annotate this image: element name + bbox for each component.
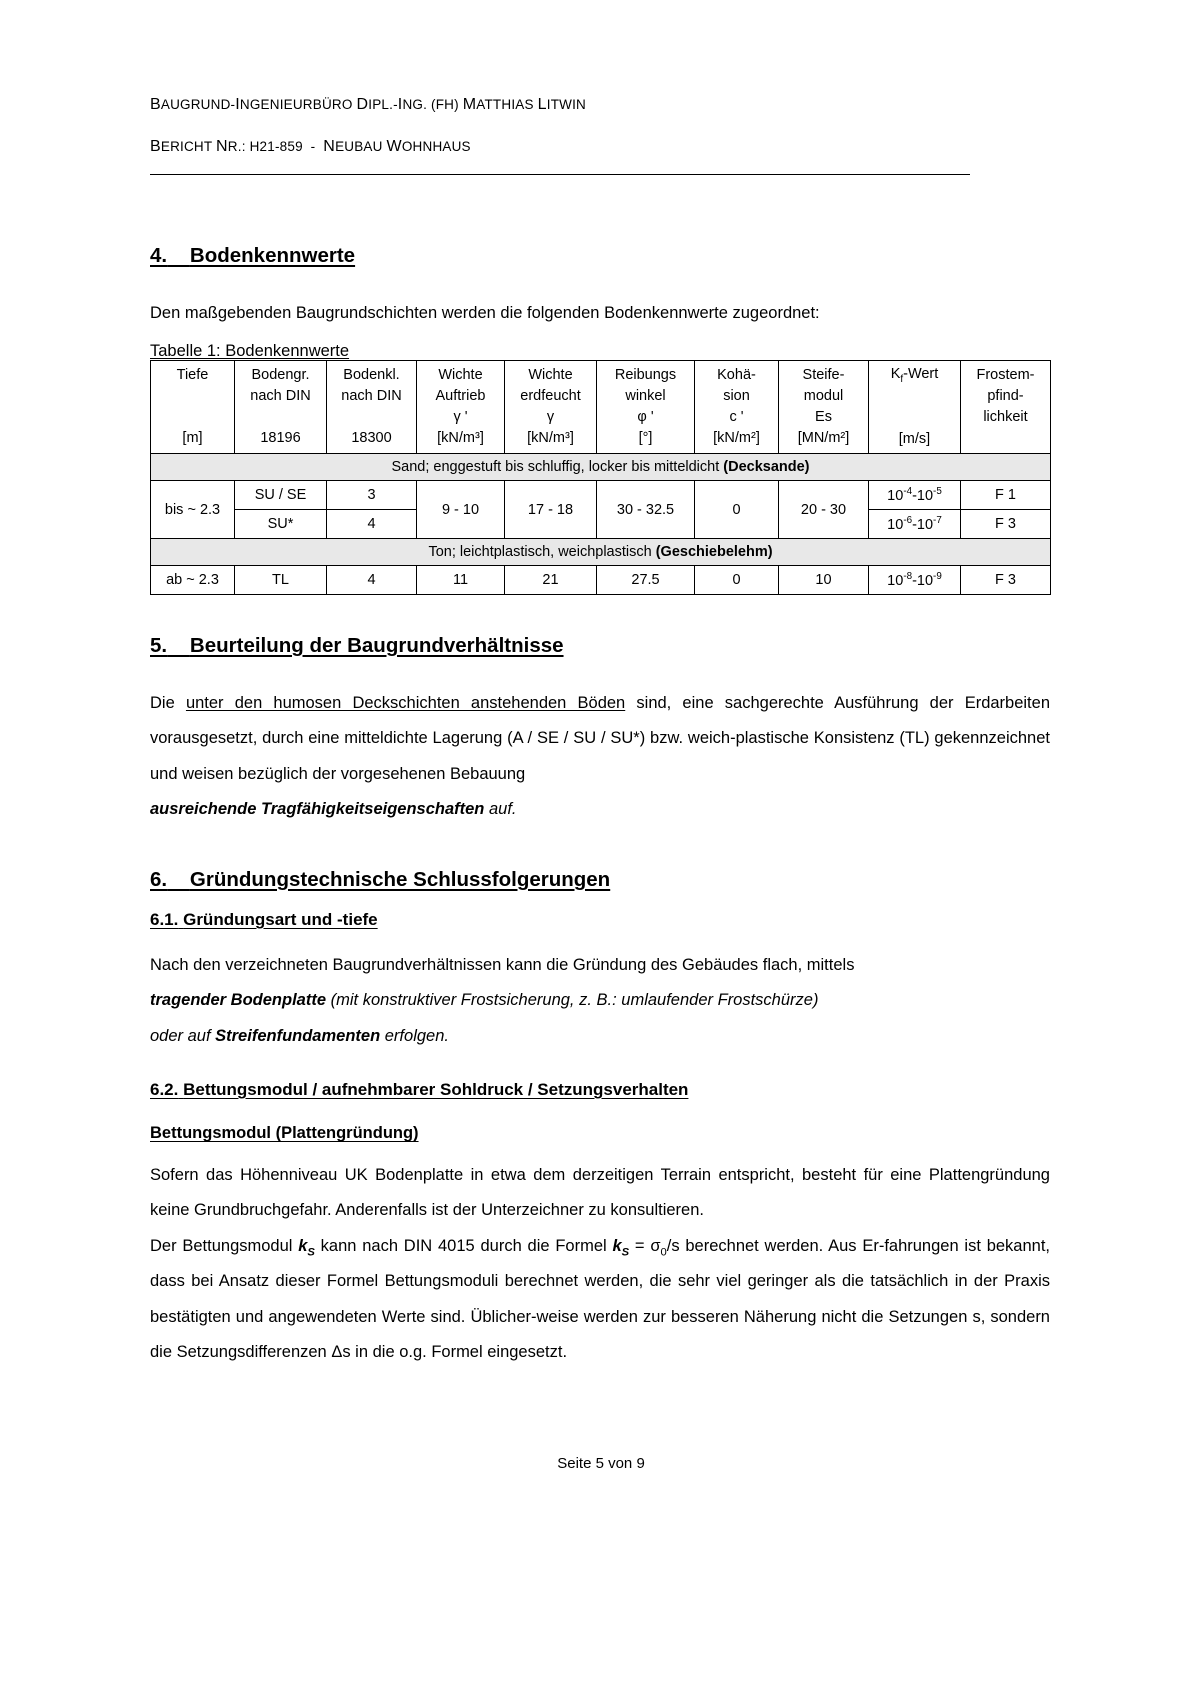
header-report-line: BERICHT NR.: H21-859 - NEUBAU WOHNHAUS: [150, 138, 471, 155]
section-4-intro-text: Den maßgebenden Baugrundschichten werden die folgenden Bodenkennwerte zugeordnet:: [150, 304, 820, 322]
section-4-heading: 4. Bodenkennwerte: [150, 244, 356, 267]
cell-wichte-auftrieb-2: 11: [417, 566, 505, 595]
th-kf-wert: $K_f$-Wert [m/s]: [869, 361, 961, 454]
section-62-heading: 6.2. Bettungsmodul / aufnehmbarer Sohldruck / Setzungsverhalten: [150, 1080, 689, 1099]
table-group-band-2: [151, 539, 1051, 566]
cell-bodengruppe-2: TL: [235, 566, 327, 595]
cell-tiefe-1: bis ~ 2.3: [151, 481, 235, 539]
th-bodengruppe: Bodengr. nach DIN 18196: [235, 361, 327, 454]
th-frostempfindlichkeit: Frostem- pfind- lichkeit: [961, 361, 1051, 454]
th-wichte-erdfeucht: Wichte erdfeucht γ [kN/m³]: [505, 361, 597, 454]
bodenkennwerte-table: [150, 360, 1051, 595]
page-number: Seite 5 von 9: [557, 1455, 645, 1472]
cell-kf-1a: $10^{-4}-10^{-5}$: [869, 481, 961, 510]
cell-frost-2: F 3: [961, 566, 1051, 595]
cell-bodengruppe-1b: SU*: [235, 510, 327, 539]
bettungsmodul-heading-row: [150, 1124, 419, 1143]
header-divider: [150, 174, 970, 175]
section-4-intro: [150, 296, 1050, 331]
th-steifemodul: Steife- modul Es [MN/m²]: [779, 361, 869, 454]
section-5-paragraph-2: ausreichende Tragfähigkeitseigenschaften auf.: [150, 800, 517, 819]
cell-tiefe-2: ab ~ 2.3: [151, 566, 235, 595]
cell-kf-2: $10^{-8}-10^{-9}$: [869, 566, 961, 595]
section-4-heading-row: [150, 244, 355, 268]
cell-bodenklasse-1a: 3: [327, 481, 417, 510]
section-62-heading-row: [150, 1080, 688, 1100]
table-caption-text: Tabelle 1: Bodenkennwerte: [150, 342, 350, 360]
document-header: [150, 96, 1052, 175]
page-footer: [0, 1455, 1202, 1472]
cell-wichte-auftrieb-1: 9 - 10: [417, 481, 505, 539]
cell-bodenklasse-1b: 4: [327, 510, 417, 539]
cell-reibungswinkel-1: 30 - 32.5: [597, 481, 695, 539]
section-5-body: [150, 686, 1050, 828]
th-kohaesion: Kohä- sion c ' [kN/m²]: [695, 361, 779, 454]
cell-frost-1a: F 1: [961, 481, 1051, 510]
cell-steifemodul-2: 10: [779, 566, 869, 595]
section-5-paragraph-1: Die unter den humosen Deckschichten anstehenden Böden sind, eine sachgerechte Ausführung der Erdarbeiten vorausgesetzt, durch eine mitteldichte Lagerung (A / SE / SU / SU*) bzw. weich-plastische Konsistenz (TL) gekennzeichnet und weisen bezüglich der vorgesehenen Bebauung: [150, 694, 1050, 783]
cell-kohaesion-2: 0: [695, 566, 779, 595]
table-row: [151, 566, 1051, 595]
th-wichte-auftrieb: Wichte Auftrieb γ ' [kN/m³]: [417, 361, 505, 454]
th-reibungswinkel: Reibungs winkel φ ' [°]: [597, 361, 695, 454]
group-2-label: Ton; leichtplastisch, weichplastisch (Geschiebelehm): [151, 539, 1051, 566]
bettungsmodul-paragraph-2: Der Bettungsmodul $k_S$ kann nach DIN 4015 durch die Formel $k_S = \sigma_0/s$ berechnet werden. Aus Er-fahrungen ist bekannt, dass bei Ansatz dieser Formel Bettungsmoduli berechnet werden, die sehr viel geringer als die tatsächlich in der Praxis bestätigten und angewendeten Werte sind. Üblicher-weise werden zur besseren Näherung nicht die Setzungen s, sondern die Setzungsdifferenzen Δs in die o.g. Formel eingesetzt.: [150, 1236, 1050, 1362]
bodenkennwerte-table-wrap: [150, 360, 1051, 595]
cell-reibungswinkel-2: 27.5: [597, 566, 695, 595]
section-61-paragraph-2: tragender Bodenplatte (mit konstruktiver Frostsicherung, z. B.: umlaufender Frostschürze): [150, 991, 819, 1010]
cell-steifemodul-1: 20 - 30: [779, 481, 869, 539]
bettungsmodul-body: [150, 1158, 1050, 1371]
section-5-heading-row: [150, 634, 564, 658]
table-header-row: [151, 361, 1051, 454]
cell-kf-1b: $10^{-6}-10^{-7}$: [869, 510, 961, 539]
section-6-heading-row: [150, 868, 610, 892]
th-tiefe: Tiefe [m]: [151, 361, 235, 454]
cell-kohaesion-1: 0: [695, 481, 779, 539]
group-1-label: Sand; enggestuft bis schluffig, locker bis mitteldicht (Decksande): [151, 454, 1051, 481]
section-61-heading-row: [150, 910, 378, 930]
section-6-heading: 6. Gründungstechnische Schlussfolgerungen: [150, 868, 611, 891]
header-company-line: BAUGRUND-INGENIEURBÜRO DIPL.-ING. (FH) MATTHIAS LITWIN: [150, 96, 586, 113]
cell-bodenklasse-2: 4: [327, 566, 417, 595]
section-5-heading: 5. Beurteilung der Baugrundverhältnisse: [150, 634, 564, 657]
section-61-heading: 6.1. Gründungsart und -tiefe: [150, 910, 378, 929]
table-group-band-1: [151, 454, 1051, 481]
cell-frost-1b: F 3: [961, 510, 1051, 539]
bettungsmodul-heading: Bettungsmodul (Plattengründung): [150, 1124, 419, 1142]
th-bodenklasse: Bodenkl. nach DIN 18300: [327, 361, 417, 454]
table-row: [151, 481, 1051, 510]
section-61-paragraph-3: oder auf Streifenfundamenten erfolgen.: [150, 1026, 449, 1045]
section-61-paragraph-1: Nach den verzeichneten Baugrundverhältnissen kann die Gründung des Gebäudes flach, mittels: [150, 956, 855, 974]
cell-wichte-erdfeucht-1: 17 - 18: [505, 481, 597, 539]
section-61-body: [150, 948, 1050, 1054]
cell-bodengruppe-1a: SU / SE: [235, 481, 327, 510]
bettungsmodul-paragraph-1: Sofern das Höhenniveau UK Bodenplatte in etwa dem derzeitigen Terrain entspricht, besteht für eine Plattengründung keine Grundbruchgefahr. Anderenfalls ist der Unterzeichner zu konsultieren.: [150, 1166, 1050, 1220]
cell-wichte-erdfeucht-2: 21: [505, 566, 597, 595]
